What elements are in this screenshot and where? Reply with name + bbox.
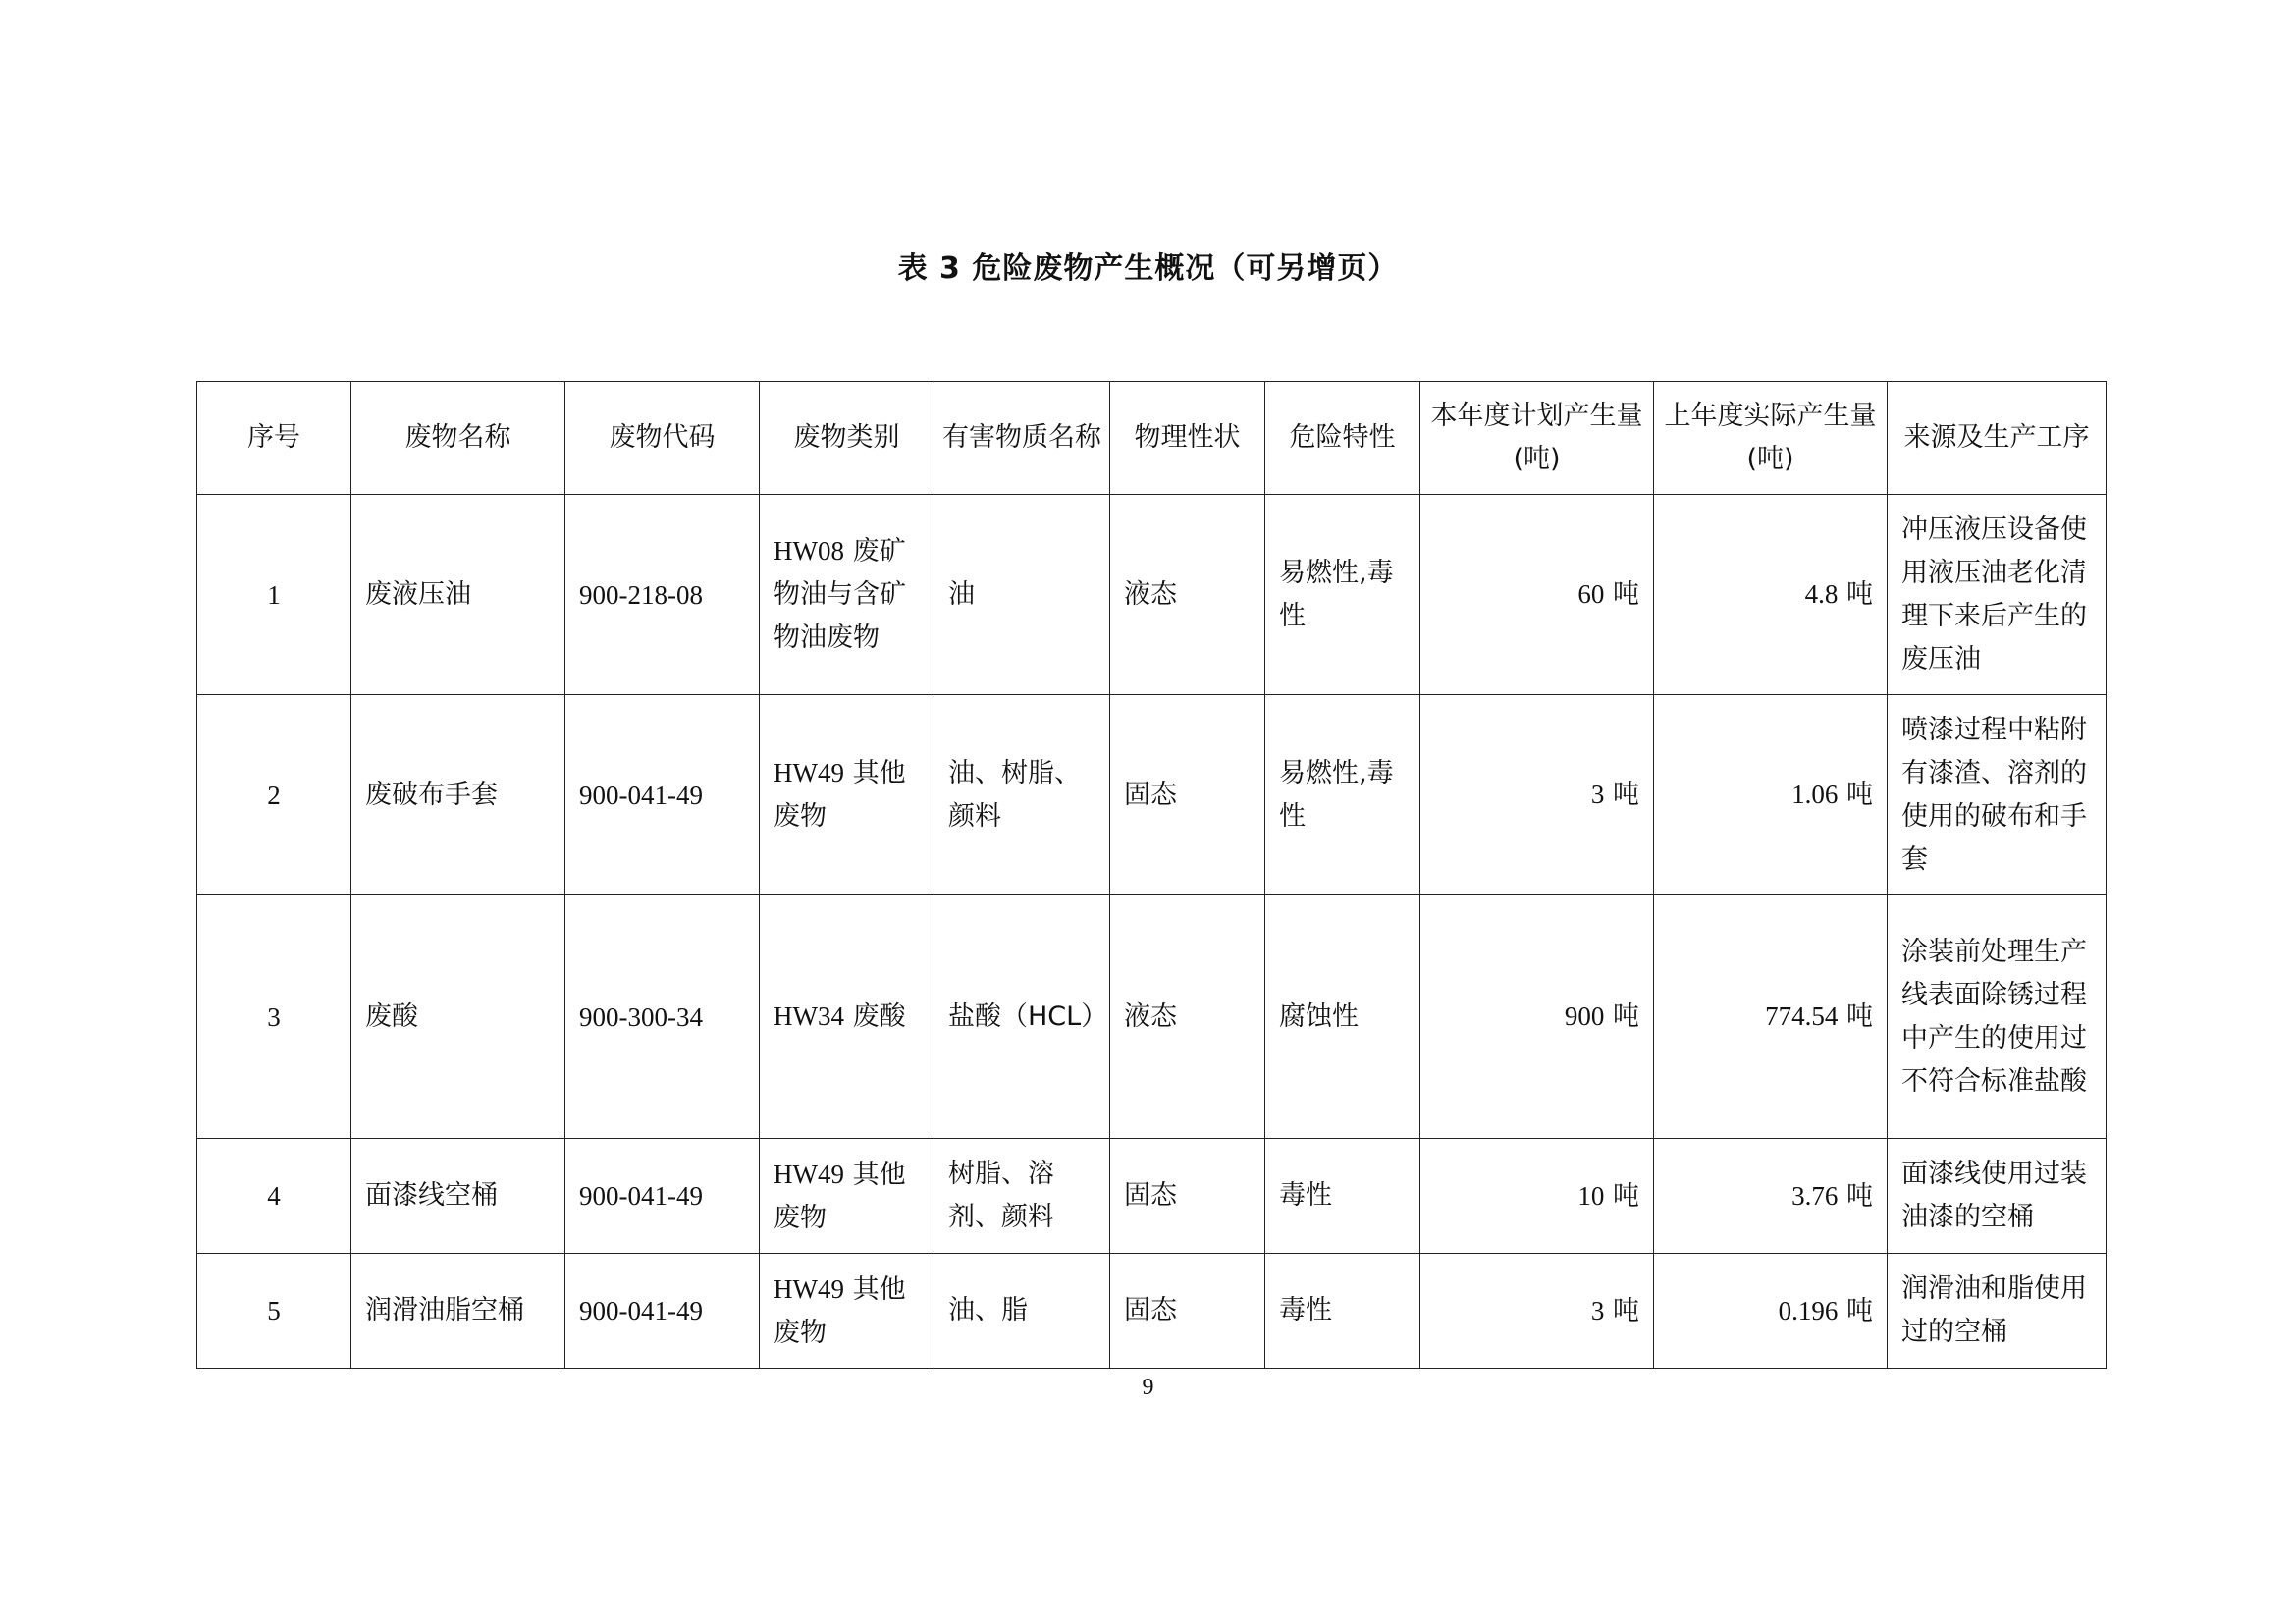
actual-unit: 吨 [1846,579,1873,610]
table-row [197,1254,2107,1369]
category-text: 其他废物 [774,758,906,832]
cell-planned [1420,495,1654,695]
cell-harmful: 油、树脂、颜料 [934,695,1110,895]
header-hazard: 危险特性 [1265,382,1420,495]
cell-source: 面漆线使用过装油漆的空桶 [1888,1139,2107,1254]
actual-unit: 吨 [1846,1001,1873,1032]
cell-planned [1420,1139,1654,1254]
hazardous-waste-table [196,381,2107,1369]
cell-code: 900-041-49 [565,1254,760,1369]
cell-hazard: 易燃性,毒性 [1265,495,1420,695]
cell-category [760,1139,934,1254]
cell-actual [1654,695,1888,895]
header-actual-unit: (吨) [1746,444,1794,474]
cell-state: 固态 [1110,1139,1265,1254]
cell-actual [1654,895,1888,1139]
header-source: 来源及生产工序 [1888,382,2107,495]
cell-name: 润滑油脂空桶 [351,1254,565,1369]
cell-actual [1654,1139,1888,1254]
cell-hazard: 腐蚀性 [1265,895,1420,1139]
cell-source: 冲压液压设备使用液压油老化清理下来后产生的废压油 [1888,495,2107,695]
actual-unit: 吨 [1846,780,1873,810]
planned-unit: 吨 [1613,780,1639,810]
cell-state: 固态 [1110,695,1265,895]
table-row [197,695,2107,895]
header-planned [1420,382,1654,495]
category-text: 废矿物油与含矿物油废物 [774,536,906,653]
header-harmful: 有害物质名称 [934,382,1110,495]
planned-unit: 吨 [1613,1295,1639,1326]
cell-state: 液态 [1110,895,1265,1139]
cell-planned [1420,1254,1654,1369]
header-planned-unit: (吨) [1513,444,1561,474]
actual-unit: 吨 [1846,1295,1873,1326]
category-code: HW34 [774,1001,844,1031]
planned-value: 60 [1577,579,1605,609]
page-number: 9 [1142,1375,1154,1400]
cell-code: 900-041-49 [565,695,760,895]
planned-value: 900 [1564,1001,1605,1031]
cell-actual [1654,1254,1888,1369]
actual-value: 4.8 [1804,579,1839,609]
cell-seq: 5 [197,1254,351,1369]
category-code: HW08 [774,536,844,566]
table-title: 表 3 危险废物产生概况（可另增页） [897,251,1399,286]
cell-category [760,895,934,1139]
category-code: HW49 [774,1273,844,1304]
cell-code: 900-218-08 [565,495,760,695]
cell-state: 固态 [1110,1254,1265,1369]
cell-category [760,1254,934,1369]
header-seq: 序号 [197,382,351,495]
table-row [197,495,2107,695]
actual-value: 3.76 [1791,1180,1839,1211]
category-code: HW49 [774,1159,844,1189]
cell-name: 废破布手套 [351,695,565,895]
category-text: 其他废物 [774,1159,906,1233]
cell-planned [1420,895,1654,1139]
header-actual [1654,382,1888,495]
cell-hazard: 毒性 [1265,1139,1420,1254]
table-row [197,895,2107,1139]
actual-value: 774.54 [1765,1001,1839,1031]
planned-unit: 吨 [1613,1001,1639,1032]
cell-harmful: 树脂、溶剂、颜料 [934,1139,1110,1254]
cell-name: 废酸 [351,895,565,1139]
planned-unit: 吨 [1613,579,1639,610]
header-row [197,382,2107,495]
category-text: 废酸 [843,1001,906,1032]
header-state: 物理性状 [1110,382,1265,495]
cell-seq: 2 [197,695,351,895]
cell-harmful: 油 [934,495,1110,695]
header-code: 废物代码 [565,382,760,495]
cell-code: 900-041-49 [565,1139,760,1254]
planned-value: 10 [1577,1180,1605,1211]
category-text: 其他废物 [774,1273,906,1348]
cell-code: 900-300-34 [565,895,760,1139]
category-code: HW49 [774,758,844,787]
cell-category [760,495,934,695]
cell-seq: 3 [197,895,351,1139]
cell-harmful: 盐酸（HCL） [934,895,1110,1139]
actual-unit: 吨 [1846,1180,1873,1212]
cell-state: 液态 [1110,495,1265,695]
header-planned-label: 本年度计划产生量 [1430,401,1643,431]
table-row [197,1139,2107,1254]
cell-hazard: 易燃性,毒性 [1265,695,1420,895]
cell-source: 喷漆过程中粘附有漆渣、溶剂的使用的破布和手套 [1888,695,2107,895]
cell-seq: 4 [197,1139,351,1254]
planned-value: 3 [1590,1295,1605,1326]
cell-seq: 1 [197,495,351,695]
cell-actual [1654,495,1888,695]
planned-value: 3 [1590,780,1605,809]
header-name: 废物名称 [351,382,565,495]
cell-category [760,695,934,895]
cell-name: 废液压油 [351,495,565,695]
cell-hazard: 毒性 [1265,1254,1420,1369]
planned-unit: 吨 [1613,1180,1639,1212]
header-actual-label: 上年度实际产生量 [1664,401,1877,431]
actual-value: 1.06 [1791,780,1839,809]
cell-name: 面漆线空桶 [351,1139,565,1254]
cell-harmful: 油、脂 [934,1254,1110,1369]
header-category: 废物类别 [760,382,934,495]
actual-value: 0.196 [1778,1295,1839,1326]
cell-source: 涂装前处理生产线表面除锈过程中产生的使用过不符合标准盐酸 [1888,895,2107,1139]
cell-planned [1420,695,1654,895]
cell-source: 润滑油和脂使用过的空桶 [1888,1254,2107,1369]
